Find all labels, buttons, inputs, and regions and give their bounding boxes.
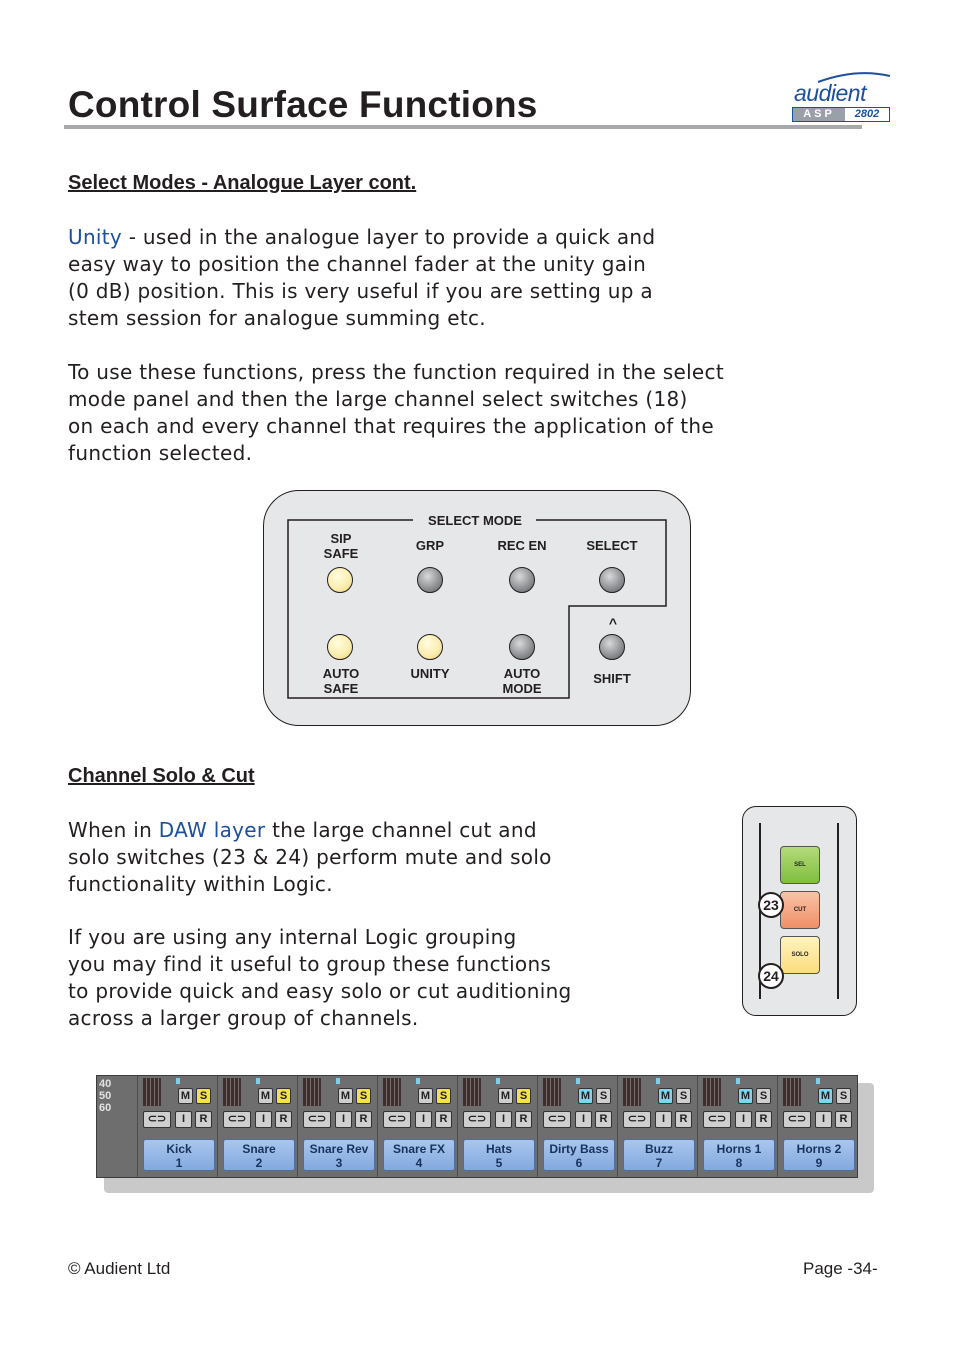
automation-indicator [256,1078,260,1084]
channel-number: 5 [495,1156,503,1170]
mixer-channel [377,1076,457,1177]
level-meter [543,1078,561,1106]
shift-button[interactable] [599,634,625,660]
link-button[interactable]: ⊂⊃ [543,1111,571,1128]
input-monitor-button[interactable]: I [415,1111,432,1128]
channel-name-box[interactable] [783,1139,855,1171]
unity-button[interactable] [417,634,443,660]
mute-button[interactable]: M [178,1088,193,1104]
paragraph-usage [68,359,724,467]
text-line: To use these functions, press the function required in the select [68,360,724,384]
select-mode-title: SELECT MODE [414,513,536,528]
logo-model-badge [792,107,890,122]
text-line: on each and every channel that requires the application of the [68,414,714,438]
input-monitor-button[interactable]: I [495,1111,512,1128]
record-enable-button[interactable]: R [835,1111,852,1128]
level-meter [143,1078,161,1106]
channel-number: 7 [655,1156,663,1170]
mute-button[interactable]: M [818,1088,833,1104]
channel-number: 9 [815,1156,823,1170]
channel-number: 8 [735,1156,743,1170]
record-enable-button[interactable]: R [675,1111,692,1128]
solo-button[interactable]: S [676,1088,691,1104]
level-meter [383,1078,401,1106]
text-line: to provide quick and easy solo or cut auditioning [68,979,572,1003]
channel-name: Snare FX [392,1142,446,1156]
channel-name: Horns 1 [716,1142,762,1156]
level-meter [703,1078,721,1106]
channel-name: Snare [242,1142,276,1156]
label-grp: GRP [415,538,445,553]
term-unity: Unity [68,225,123,249]
link-button[interactable]: ⊂⊃ [383,1111,411,1128]
text-line: easy way to position the channel fader at the unity gain [68,252,647,276]
text-line [68,817,552,844]
text-line: solo switches (23 & 24) perform mute and solo [68,845,552,869]
rec-en-button[interactable] [509,567,535,593]
callout-23: 23 [758,892,784,918]
sip-safe-button[interactable] [327,567,353,593]
text-line: function selected. [68,441,253,465]
text-line: stem session for analogue summing etc. [68,306,486,330]
meter-scale-60: 60 [99,1102,112,1114]
link-button[interactable]: ⊂⊃ [303,1111,331,1128]
select-button[interactable] [599,567,625,593]
channel-number: 4 [415,1156,423,1170]
solo-button[interactable]: S [276,1088,291,1104]
input-monitor-button[interactable]: I [335,1111,352,1128]
channel-name-box[interactable] [703,1139,775,1171]
text-line: If you are using any internal Logic grouping [68,925,517,949]
label-sip-safe: SIP SAFE [323,531,359,561]
shift-caret: ^ [608,615,618,631]
link-button[interactable]: ⊂⊃ [623,1111,651,1128]
mute-button[interactable]: M [338,1088,353,1104]
mute-button[interactable]: M [738,1088,753,1104]
text-line: mode panel and then the large channel select switches (18) [68,387,688,411]
channel-name-box[interactable] [223,1139,295,1171]
logo-model-number: 2802 [854,108,880,120]
record-enable-button[interactable]: R [195,1111,212,1128]
channel-name-box[interactable] [383,1139,455,1171]
level-meter [223,1078,241,1106]
section-heading-solo-cut: Channel Solo & Cut [68,765,255,787]
label-unity: UNITY [410,666,450,681]
level-meter [303,1078,321,1106]
input-monitor-button[interactable]: I [815,1111,832,1128]
text-line: functionality within Logic. [68,872,333,896]
logo-wordmark: audient [794,80,866,106]
solo-button[interactable]: S [596,1088,611,1104]
text-run: - used in the analogue layer to provide a quick and [122,225,656,249]
mixer-channel [537,1076,617,1177]
logo-asp-text: ASP [793,108,845,121]
select-mode-panel [263,490,691,726]
automation-indicator [496,1078,500,1084]
channel-number: 2 [255,1156,263,1170]
automation-indicator [816,1078,820,1084]
section-heading-select-modes: Select Modes - Analogue Layer cont. [68,172,417,194]
channel-number: 3 [335,1156,343,1170]
link-button[interactable]: ⊂⊃ [143,1111,171,1128]
paragraph-grouping [68,924,572,1032]
label-auto-mode: AUTO MODE [502,666,542,696]
solo-button[interactable]: S [516,1088,531,1104]
label-rec-en: REC EN [497,538,547,553]
input-monitor-button[interactable]: I [175,1111,192,1128]
level-meter [463,1078,481,1106]
automation-indicator [336,1078,340,1084]
record-enable-button[interactable]: R [595,1111,612,1128]
record-enable-button[interactable]: R [515,1111,532,1128]
footer-copyright: © Audient Ltd [68,1259,171,1278]
record-enable-button[interactable]: R [275,1111,292,1128]
mute-button[interactable]: M [258,1088,273,1104]
solo-button[interactable]: S [836,1088,851,1104]
text-run: When in [68,818,159,842]
input-monitor-button[interactable]: I [575,1111,592,1128]
automation-indicator [736,1078,740,1084]
logic-mixer [96,1075,858,1178]
input-monitor-button[interactable]: I [255,1111,272,1128]
paragraph-unity [68,224,655,332]
record-enable-button[interactable]: R [755,1111,772,1128]
automation-indicator [576,1078,580,1084]
label-shift: SHIFT [593,671,631,686]
channel-strip-panel [742,806,857,1016]
input-monitor-button[interactable]: I [655,1111,672,1128]
text-line: across a larger group of channels. [68,1006,419,1030]
mixer-channel [297,1076,377,1177]
channel-number: 1 [175,1156,183,1170]
channel-name-box[interactable] [143,1139,215,1171]
sel-button[interactable]: SEL [780,846,820,884]
channel-number: 6 [575,1156,583,1170]
term-daw-layer: DAW layer [158,818,266,842]
footer-page-number: Page -34- [803,1259,878,1278]
mute-button[interactable]: M [658,1088,673,1104]
channel-name: Horns 2 [796,1142,842,1156]
meter-scale-40: 40 [99,1078,112,1090]
record-enable-button[interactable]: R [435,1111,452,1128]
mute-button[interactable]: M [498,1088,513,1104]
text-line: (0 dB) position. This is very useful if you are setting up a [68,279,653,303]
automation-indicator [176,1078,180,1084]
level-meter [623,1078,641,1106]
mixer-channel [697,1076,777,1177]
channel-name: Buzz [645,1142,673,1156]
mixer-channel [137,1076,217,1177]
channel-name-box[interactable] [543,1139,615,1171]
automation-indicator [416,1078,420,1084]
record-enable-button[interactable]: R [355,1111,372,1128]
text-line [68,224,655,251]
channel-name: Hats [485,1142,512,1156]
link-button[interactable]: ⊂⊃ [703,1111,731,1128]
auto-mode-button[interactable] [509,634,535,660]
grp-button[interactable] [417,567,443,593]
title-divider [64,125,862,129]
link-button[interactable]: ⊂⊃ [223,1111,251,1128]
solo-button[interactable]: S [436,1088,451,1104]
channel-name-box[interactable] [463,1139,535,1171]
solo-button[interactable]: S [196,1088,211,1104]
mixer-channel [617,1076,697,1177]
text-line: you may find it useful to group these functions [68,952,552,976]
label-select: SELECT [586,538,638,553]
audient-logo [786,70,890,124]
mute-button[interactable]: M [418,1088,433,1104]
channel-name: Kick [166,1142,192,1156]
strip-edge-right [837,823,839,999]
cut-button[interactable]: CUT [780,891,820,929]
meter-scale-50: 50 [99,1090,112,1102]
solo-button[interactable]: S [356,1088,371,1104]
solo-button[interactable]: S [756,1088,771,1104]
text-run: the large channel cut and [265,818,537,842]
input-monitor-button[interactable]: I [735,1111,752,1128]
channel-name: Dirty Bass [549,1142,609,1156]
channel-name: Snare Rev [309,1142,369,1156]
link-button[interactable]: ⊂⊃ [783,1111,811,1128]
level-meter [783,1078,801,1106]
link-button[interactable]: ⊂⊃ [463,1111,491,1128]
channel-name-box[interactable] [303,1139,375,1171]
channel-name-box[interactable] [623,1139,695,1171]
mute-button[interactable]: M [578,1088,593,1104]
paragraph-daw-layer [68,817,552,898]
mixer-channel [777,1076,857,1177]
solo-button[interactable]: SOLO [780,936,820,974]
callout-24: 24 [758,963,784,989]
mixer-channel [457,1076,537,1177]
mixer-channel [217,1076,297,1177]
auto-safe-button[interactable] [327,634,353,660]
page-title: Control Surface Functions [68,84,538,125]
automation-indicator [656,1078,660,1084]
label-auto-safe: AUTO SAFE [322,666,360,696]
